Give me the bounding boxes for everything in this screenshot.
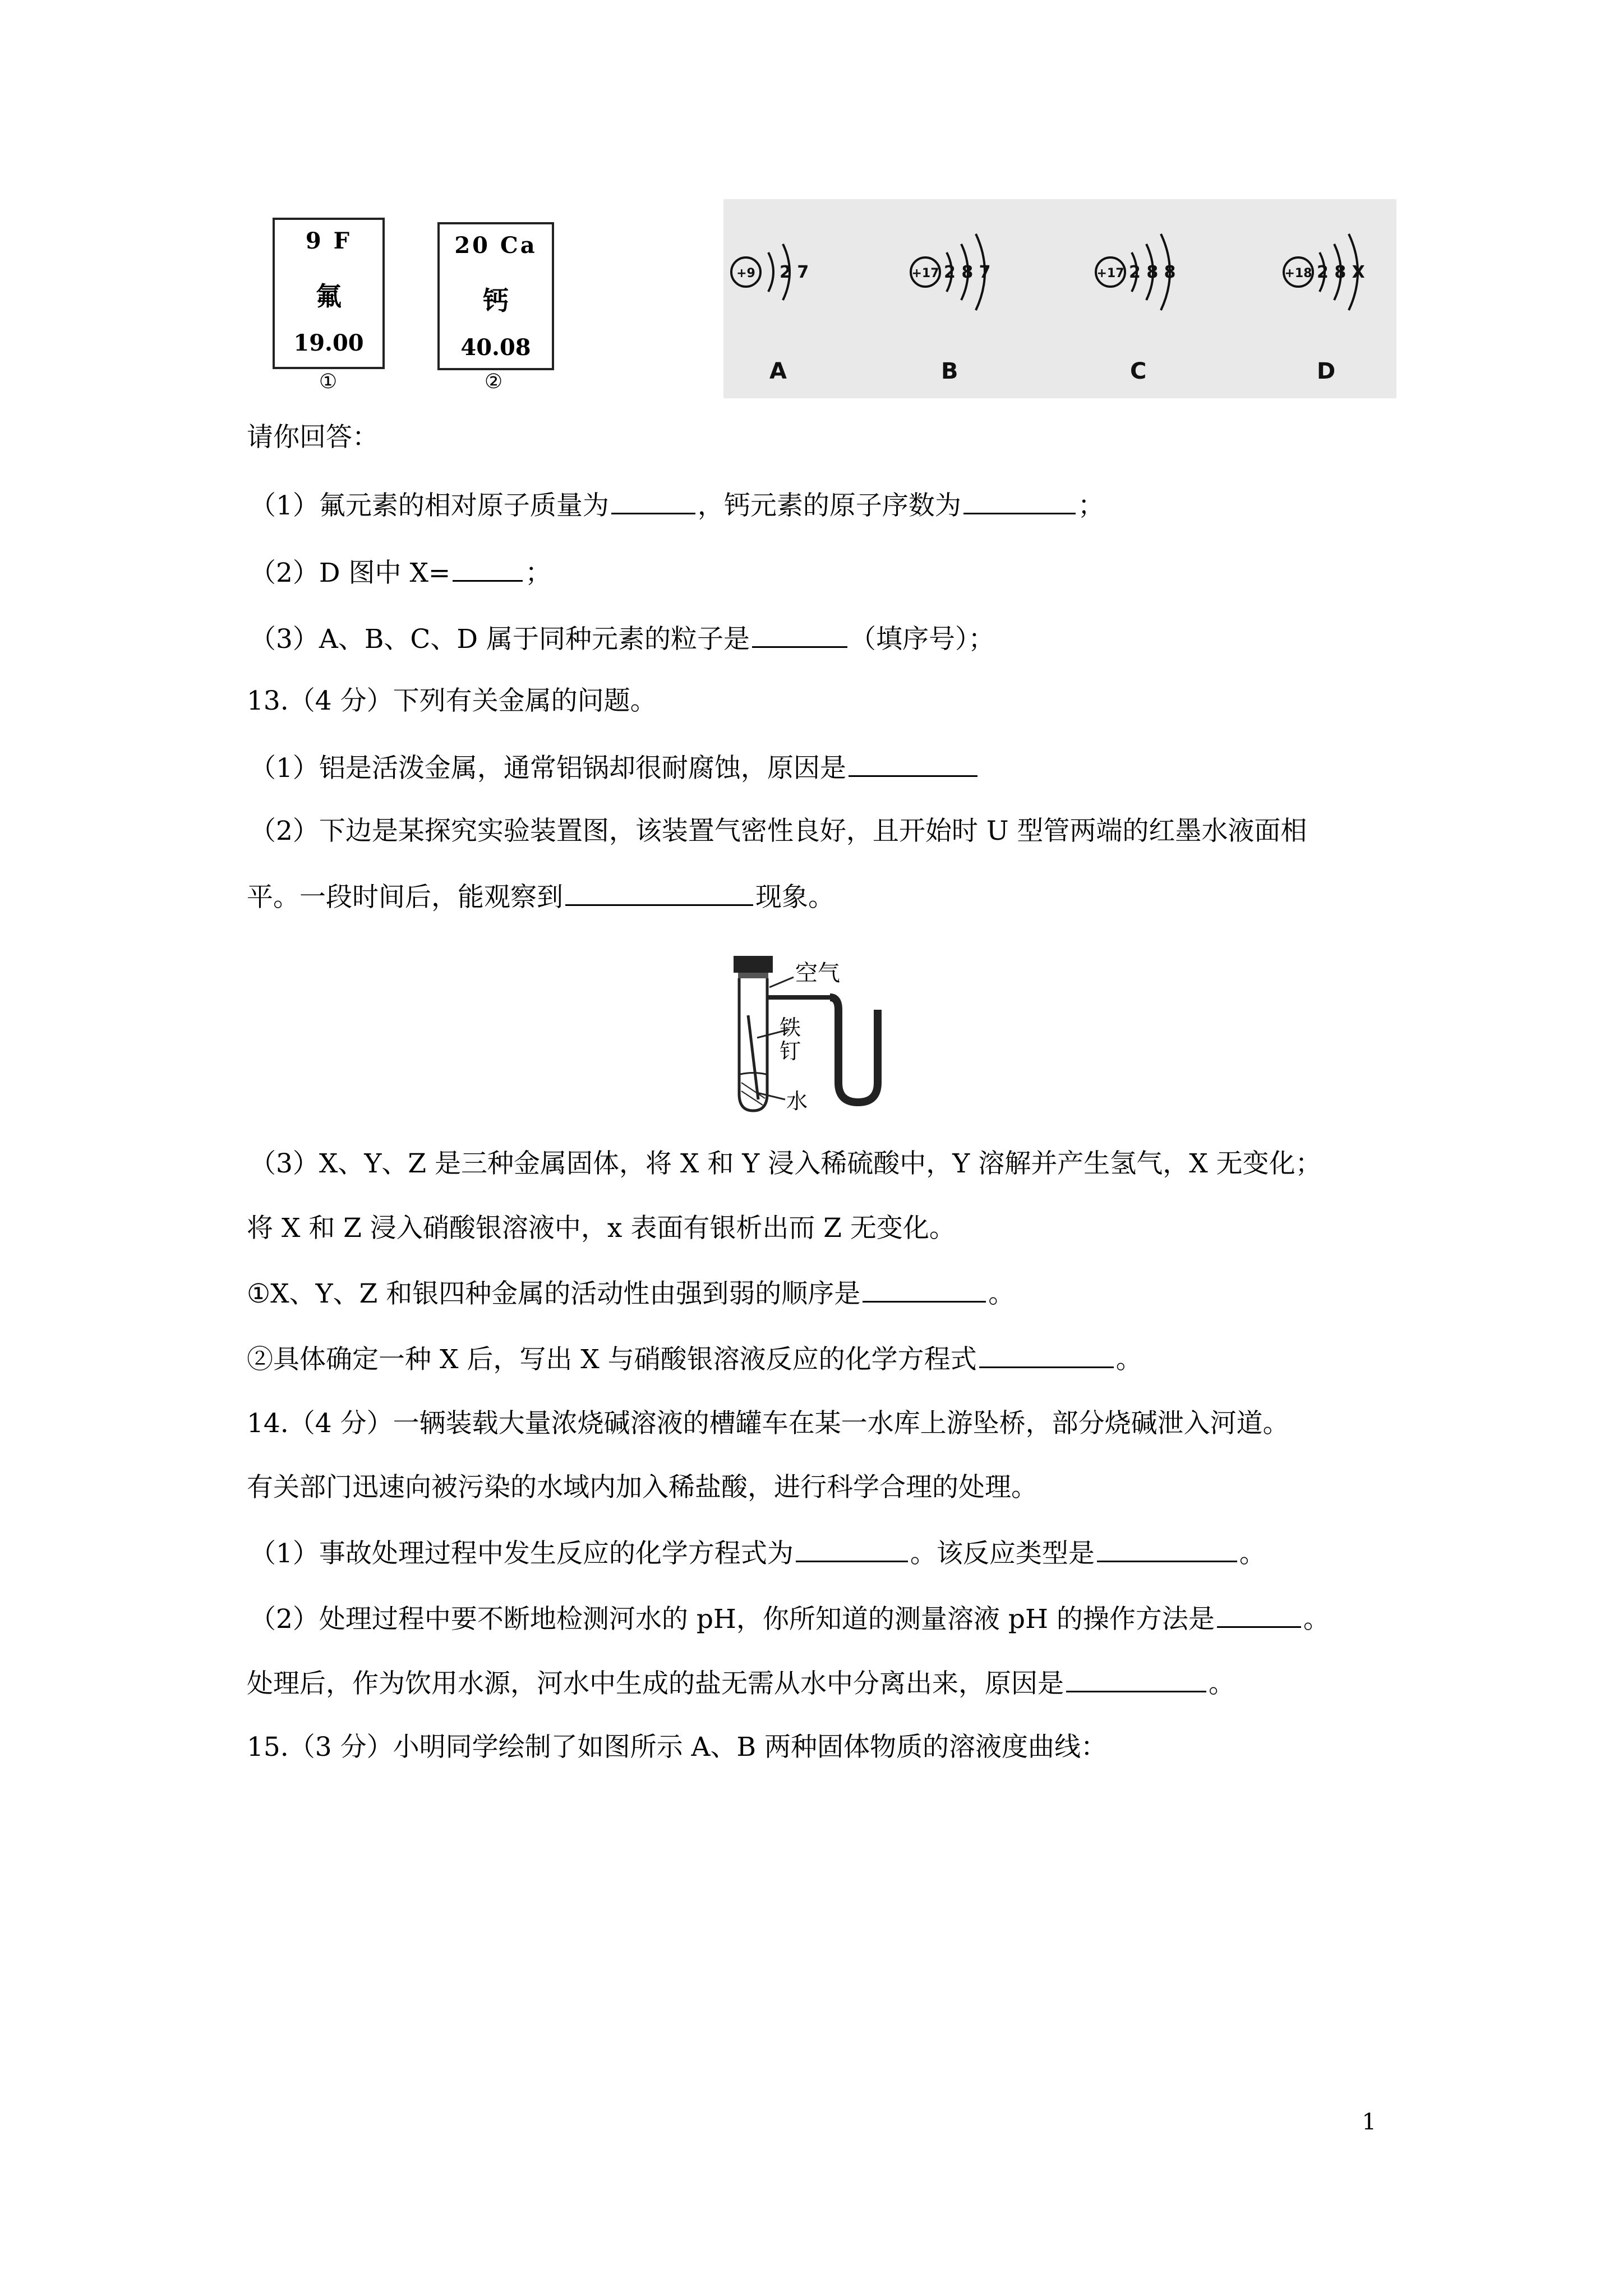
card-atomic-mass: 19.00 <box>293 330 364 356</box>
q14-2-text-a: （2）处理过程中要不断地检测河水的 pH，你所知道的测量溶液 pH 的操作方法是 <box>250 1604 1215 1635</box>
card-element-name: 氟 <box>316 281 342 311</box>
q14-2-text-b: 。 <box>1303 1604 1330 1635</box>
label-air: 空气 <box>795 960 840 986</box>
q13-3-text-d2: 。 <box>1115 1344 1142 1375</box>
atom-structure-panel <box>723 199 1396 398</box>
q13-3-text-d1: ②具体确定一种 X 后，写出 X 与硝酸银溶液反应的化学方程式 <box>247 1344 977 1375</box>
label-water: 水 <box>786 1089 808 1114</box>
q13-3-line-b: 将 X 和 Z 浸入硝酸银溶液中，x 表面有银析出而 Z 无变化。 <box>247 1213 956 1244</box>
q12-3-text-a: （3）A、B、C、D 属于同种元素的粒子是 <box>250 624 750 655</box>
nucleus-charge: +9 <box>736 266 755 280</box>
q12-3-line <box>250 622 994 656</box>
q13-3-text-c1: ①X、Y、Z 和银四种金属的活动性由强到弱的顺序是 <box>247 1278 861 1309</box>
q12-1-text-a: （1）氟元素的相对原子质量为 <box>250 490 609 521</box>
q13-3-text-c2: 。 <box>988 1278 1015 1309</box>
q13-3-line-a: （3）X、Y、Z 是三种金属固体，将 X 和 Y 浸入稀硫酸中，Y 溶解并产生氢气，X 无变化； <box>250 1148 1322 1179</box>
q12-1-text-b: ，钙元素的原子序数为 <box>697 490 961 521</box>
q12-3-text-b: （填序号）； <box>849 624 995 655</box>
q14-1-text-c: 。 <box>1239 1538 1266 1569</box>
page-number: 1 <box>1362 2109 1376 2135</box>
answer-blank[interactable] <box>796 1536 908 1562</box>
atom-diagram-d <box>1284 234 1365 384</box>
q14-1-text-a: （1）事故处理过程中发生反应的化学方程式为 <box>250 1538 794 1569</box>
q12-2-text-a: （2）D 图中 X= <box>250 558 451 588</box>
q13-3-line-d <box>247 1342 1142 1377</box>
q14-line-a: 14.（4 分）一辆装载大量浓烧碱溶液的槽罐车在某一水库上游坠桥，部分烧碱泄入河道。 <box>247 1408 1289 1439</box>
q15-heading: 15.（3 分）小明同学绘制了如图所示 A、B 两种固体物质的溶液度曲线： <box>247 1732 1107 1763</box>
atom-label: C <box>1130 358 1147 384</box>
atom-structure-diagrams <box>723 199 1396 398</box>
q14-2-line <box>250 1602 1330 1636</box>
answer-blank[interactable] <box>611 488 695 514</box>
answer-blank[interactable] <box>963 488 1076 514</box>
atom-label: D <box>1317 358 1336 384</box>
answer-blank[interactable] <box>1066 1666 1206 1692</box>
shell-electrons: 2 8 8 <box>1129 263 1176 282</box>
answer-blank[interactable] <box>1217 1602 1301 1628</box>
card-caption-2: ② <box>484 370 503 393</box>
card-atomic-mass: 40.08 <box>460 334 531 361</box>
label-iron-nail-char-2: 钉 <box>780 1039 801 1064</box>
q13-1-text: （1）铝是活泼金属，通常铝锅却很耐腐蚀，原因是 <box>250 753 846 784</box>
shell-electrons: 2 7 <box>780 263 809 282</box>
q12-1-line <box>250 488 1104 523</box>
q14-1-line <box>250 1536 1266 1571</box>
q14-3-text-a: 处理后，作为饮用水源，河水中生成的盐无需从水中分离出来，原因是 <box>247 1668 1064 1699</box>
answer-blank[interactable] <box>1097 1536 1237 1562</box>
q13-2-text-b2: 现象。 <box>755 882 834 913</box>
atom-diagram-b <box>911 234 991 384</box>
label-iron-nail-char-1: 铁 <box>780 1015 801 1040</box>
nucleus-charge: +18 <box>1284 266 1312 280</box>
q14-line-b: 有关部门迅速向被污染的水域内加入稀盐酸，进行科学合理的处理。 <box>247 1472 1038 1503</box>
answer-blank[interactable] <box>849 751 978 777</box>
q14-3-line <box>247 1666 1235 1701</box>
answer-blank[interactable] <box>565 880 753 906</box>
shell-electrons: 2 8 7 <box>944 263 991 282</box>
card-caption-1: ① <box>319 370 338 393</box>
q14-1-text-b: 。该反应类型是 <box>910 1538 1095 1569</box>
q14-3-text-b: 。 <box>1209 1668 1235 1699</box>
q12-1-text-c: ； <box>1077 490 1104 521</box>
card-number-symbol: 9 F <box>305 228 352 254</box>
nucleus-charge: +17 <box>911 266 939 280</box>
intro-line: 请你回答： <box>247 422 379 453</box>
atom-diagram-a <box>731 244 809 384</box>
q13-3-line-c <box>247 1276 1015 1311</box>
answer-blank[interactable] <box>863 1276 986 1303</box>
atom-diagram-c <box>1096 234 1176 384</box>
q13-1-line <box>250 751 980 785</box>
shell-electrons: 2 8 X <box>1317 263 1365 282</box>
q13-2-line-b <box>247 880 834 914</box>
apparatus-figure <box>723 948 925 1116</box>
q13-2-line-a: （2）下边是某探究实验装置图，该装置气密性良好，且开始时 U 型管两端的红墨水液面相 <box>250 816 1307 846</box>
answer-blank[interactable] <box>752 622 847 648</box>
label-iron-nail <box>780 1015 801 1064</box>
element-card-calcium <box>437 222 554 370</box>
nucleus-charge: +17 <box>1096 266 1124 280</box>
answer-blank[interactable] <box>979 1342 1114 1368</box>
q12-2-text-b: ； <box>525 558 552 588</box>
card-element-name: 钙 <box>483 286 509 316</box>
atom-label: A <box>769 358 787 384</box>
apparatus-diagram <box>723 948 925 1116</box>
card-number-symbol: 20 Ca <box>454 232 537 259</box>
q12-2-line <box>250 555 551 590</box>
element-card-fluorine <box>273 218 385 369</box>
q13-heading: 13.（4 分）下列有关金属的问题。 <box>247 685 657 716</box>
atom-label: B <box>941 358 958 384</box>
q13-2-text-b1: 平。一段时间后，能观察到 <box>247 882 563 913</box>
answer-blank[interactable] <box>453 555 523 582</box>
